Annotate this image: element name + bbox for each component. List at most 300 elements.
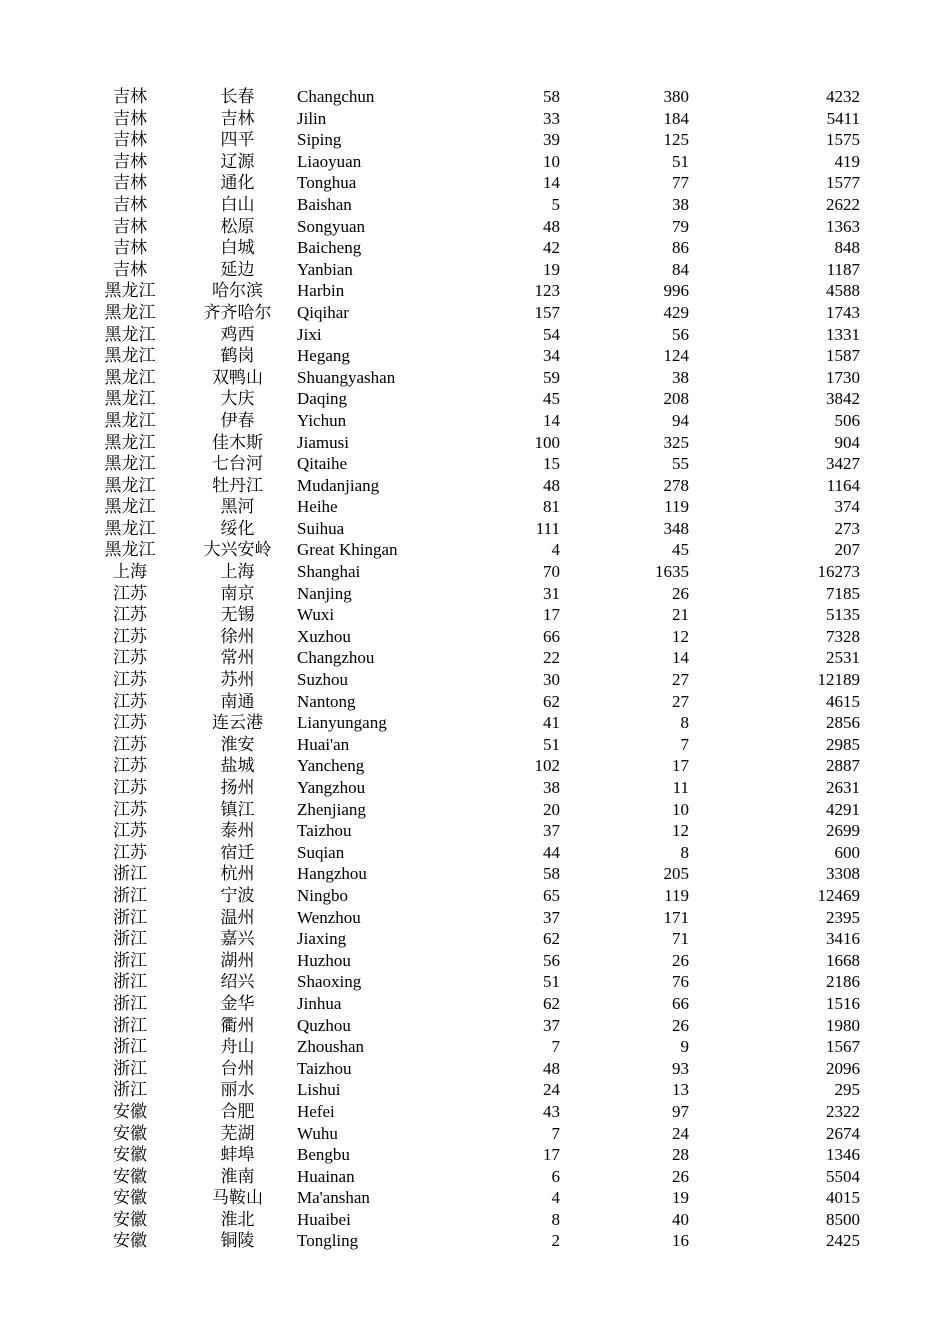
city-cell: 哈尔滨 — [212, 281, 263, 301]
city-cell: 蚌埠 — [220, 1145, 255, 1165]
city-cell: 淮南 — [220, 1166, 255, 1186]
table-row — [0, 194, 950, 216]
value-2-cell: 119 — [664, 497, 689, 517]
value-3-cell: 2096 — [826, 1058, 860, 1078]
value-2-cell: 14 — [672, 648, 689, 668]
province-cell: 安徽 — [113, 1145, 147, 1165]
city-english-cell: Liaoyuan — [297, 151, 362, 171]
city-english-cell: Changchun — [297, 87, 375, 106]
value-1-cell: 48 — [543, 1058, 560, 1078]
table-row — [0, 604, 950, 626]
value-2-cell: 93 — [672, 1058, 689, 1078]
table-row — [0, 518, 950, 540]
city-english-cell: Nantong — [297, 691, 356, 711]
province-cell: 江苏 — [113, 734, 147, 754]
value-2-cell: 66 — [672, 993, 689, 1013]
province-cell: 浙江 — [113, 972, 147, 992]
province-cell: 黑龙江 — [104, 475, 156, 495]
value-2-cell: 24 — [672, 1123, 689, 1143]
value-1-cell: 39 — [543, 130, 560, 150]
city-english-cell: Jiaxing — [297, 929, 347, 949]
value-2-cell: 19 — [672, 1188, 689, 1208]
value-1-cell: 14 — [543, 410, 560, 430]
table-row — [0, 345, 950, 367]
province-cell: 浙江 — [113, 864, 147, 884]
value-3-cell: 12469 — [817, 885, 860, 905]
city-cell: 扬州 — [220, 778, 255, 797]
table-row — [0, 561, 950, 583]
value-2-cell: 429 — [663, 302, 689, 322]
table-row — [0, 1123, 950, 1145]
province-cell: 吉林 — [113, 238, 147, 258]
province-cell: 吉林 — [113, 151, 147, 171]
table-row — [0, 647, 950, 669]
city-cell: 四平 — [220, 130, 255, 150]
value-2-cell: 28 — [672, 1145, 689, 1165]
value-3-cell: 1668 — [826, 950, 860, 970]
value-1-cell: 4 — [551, 540, 560, 560]
province-cell: 安徽 — [113, 1231, 147, 1251]
table-row — [0, 799, 950, 821]
value-2-cell: 8 — [680, 713, 689, 733]
city-cell: 合肥 — [220, 1101, 255, 1121]
city-english-cell: Suzhou — [297, 670, 348, 690]
value-2-cell: 55 — [672, 454, 689, 474]
city-english-cell: Nanjing — [297, 583, 352, 603]
city-cell: 苏州 — [220, 670, 255, 690]
value-1-cell: 38 — [543, 778, 560, 797]
table-row — [0, 777, 950, 799]
value-2-cell: 125 — [663, 130, 689, 150]
city-cell: 宁波 — [220, 885, 255, 905]
value-2-cell: 86 — [672, 238, 689, 258]
table-row — [0, 453, 950, 475]
city-english-cell: Lianyungang — [297, 713, 387, 733]
value-3-cell: 2631 — [826, 778, 860, 797]
province-cell: 浙江 — [113, 1037, 147, 1057]
city-cell: 长春 — [220, 87, 255, 106]
value-2-cell: 94 — [672, 410, 689, 430]
city-cell: 伊春 — [220, 410, 255, 430]
city-cell: 绍兴 — [220, 972, 255, 992]
province-cell: 安徽 — [113, 1209, 147, 1229]
city-english-cell: Huzhou — [297, 950, 351, 970]
value-1-cell: 58 — [543, 864, 560, 884]
value-2-cell: 76 — [672, 972, 689, 992]
value-3-cell: 5135 — [826, 605, 860, 625]
city-cell: 辽源 — [220, 151, 255, 171]
value-2-cell: 348 — [663, 518, 689, 538]
value-1-cell: 51 — [543, 972, 560, 992]
table-row — [0, 539, 950, 561]
city-english-cell: Qitaihe — [297, 454, 348, 474]
value-3-cell: 1346 — [826, 1145, 860, 1165]
city-english-cell: Huainan — [297, 1166, 355, 1186]
table-row — [0, 907, 950, 929]
value-1-cell: 58 — [543, 87, 560, 106]
value-1-cell: 66 — [543, 626, 560, 646]
province-cell: 吉林 — [113, 130, 147, 150]
value-3-cell: 2622 — [826, 194, 860, 214]
table-row — [0, 950, 950, 972]
value-3-cell: 2699 — [826, 821, 860, 841]
table-row — [0, 993, 950, 1015]
city-cell: 齐齐哈尔 — [203, 302, 272, 322]
value-3-cell: 7328 — [826, 626, 860, 646]
city-english-cell: Huai'an — [297, 734, 350, 754]
value-1-cell: 24 — [543, 1080, 560, 1100]
table-row — [0, 669, 950, 691]
value-3-cell: 1575 — [826, 130, 860, 150]
table-row — [0, 1058, 950, 1080]
city-english-cell: Hegang — [297, 346, 350, 366]
value-1-cell: 48 — [543, 475, 560, 495]
value-2-cell: 7 — [680, 734, 689, 754]
city-english-cell: Huaibei — [297, 1209, 351, 1229]
city-english-cell: Taizhou — [297, 1058, 352, 1078]
value-3-cell: 848 — [834, 238, 860, 258]
table-row — [0, 432, 950, 454]
value-1-cell: 19 — [543, 259, 560, 279]
city-english-cell: Jiamusi — [297, 432, 349, 452]
value-1-cell: 45 — [543, 389, 560, 409]
table-row — [0, 1036, 950, 1058]
value-1-cell: 48 — [543, 216, 560, 236]
value-3-cell: 3308 — [826, 864, 860, 884]
table-row — [0, 1209, 950, 1231]
value-2-cell: 26 — [672, 583, 689, 603]
city-cell: 大兴安岭 — [203, 540, 272, 560]
value-2-cell: 12 — [672, 626, 689, 646]
table-row — [0, 842, 950, 864]
city-english-cell: Lishui — [297, 1080, 341, 1100]
province-cell: 江苏 — [113, 605, 147, 625]
city-cell: 无锡 — [220, 605, 255, 625]
table-row — [0, 971, 950, 993]
province-cell: 吉林 — [113, 108, 147, 128]
value-1-cell: 7 — [551, 1123, 560, 1143]
city-english-cell: Shuangyashan — [297, 367, 396, 387]
value-3-cell: 1516 — [826, 993, 860, 1013]
value-2-cell: 27 — [672, 670, 689, 690]
province-cell: 江苏 — [113, 670, 147, 690]
value-2-cell: 278 — [663, 475, 689, 495]
city-english-cell: Bengbu — [297, 1145, 350, 1165]
value-2-cell: 205 — [663, 864, 689, 884]
city-cell: 延边 — [220, 259, 255, 279]
table-row — [0, 1015, 950, 1037]
value-2-cell: 380 — [663, 87, 689, 106]
value-1-cell: 59 — [543, 367, 560, 387]
city-english-cell: Yichun — [297, 410, 347, 430]
city-cell: 大庆 — [220, 389, 255, 409]
province-cell: 安徽 — [113, 1123, 147, 1143]
value-1-cell: 10 — [543, 151, 560, 171]
value-3-cell: 904 — [834, 432, 860, 452]
province-cell: 江苏 — [113, 821, 147, 841]
city-english-cell: Mudanjiang — [297, 475, 380, 495]
table-row — [0, 1187, 950, 1209]
city-cell: 淮北 — [220, 1209, 255, 1229]
value-3-cell: 2531 — [826, 648, 860, 668]
city-english-cell: Zhoushan — [297, 1037, 365, 1057]
province-cell: 江苏 — [113, 626, 147, 646]
city-cell: 宿迁 — [220, 842, 255, 862]
province-cell: 浙江 — [113, 1080, 147, 1100]
data-table — [0, 86, 950, 1252]
value-3-cell: 1730 — [826, 367, 860, 387]
value-2-cell: 9 — [680, 1037, 689, 1057]
city-english-cell: Baicheng — [297, 238, 362, 258]
table-row — [0, 172, 950, 194]
value-1-cell: 41 — [543, 713, 560, 733]
value-2-cell: 27 — [672, 691, 689, 711]
province-cell: 江苏 — [113, 842, 147, 862]
city-cell: 衢州 — [220, 1015, 255, 1035]
table-row — [0, 928, 950, 950]
table-row — [0, 1101, 950, 1123]
value-1-cell: 7 — [551, 1037, 560, 1057]
city-cell: 湖州 — [220, 950, 255, 970]
value-1-cell: 62 — [543, 691, 560, 711]
value-3-cell: 1587 — [826, 346, 860, 366]
value-2-cell: 26 — [672, 1166, 689, 1186]
table-row — [0, 324, 950, 346]
value-2-cell: 184 — [663, 108, 689, 128]
table-row — [0, 367, 950, 389]
value-2-cell: 11 — [672, 778, 689, 797]
value-2-cell: 38 — [672, 367, 689, 387]
value-1-cell: 33 — [543, 108, 560, 128]
city-english-cell: Tongling — [297, 1231, 359, 1251]
city-cell: 泰州 — [220, 821, 255, 841]
city-english-cell: Jinhua — [297, 993, 342, 1013]
table-row — [0, 755, 950, 777]
value-1-cell: 111 — [535, 518, 560, 538]
city-cell: 双鸭山 — [212, 367, 263, 387]
table-row — [0, 216, 950, 238]
province-cell: 上海 — [113, 562, 147, 582]
city-english-cell: Jilin — [297, 108, 327, 128]
province-cell: 黑龙江 — [104, 281, 156, 301]
value-2-cell: 77 — [672, 173, 689, 193]
city-english-cell: Siping — [297, 130, 342, 150]
value-1-cell: 2 — [551, 1231, 560, 1251]
province-cell: 黑龙江 — [104, 302, 156, 322]
city-english-cell: Yanbian — [297, 259, 353, 279]
city-cell: 嘉兴 — [220, 929, 255, 949]
value-3-cell: 2985 — [826, 734, 860, 754]
province-cell: 黑龙江 — [104, 518, 156, 538]
value-3-cell: 1980 — [826, 1015, 860, 1035]
city-cell: 盐城 — [220, 756, 255, 776]
value-2-cell: 119 — [664, 885, 689, 905]
value-2-cell: 40 — [672, 1209, 689, 1229]
value-2-cell: 84 — [672, 259, 689, 279]
value-3-cell: 4588 — [826, 281, 860, 301]
city-cell: 连云港 — [212, 713, 263, 733]
value-2-cell: 26 — [672, 950, 689, 970]
table-row — [0, 129, 950, 151]
city-english-cell: Great Khingan — [297, 540, 398, 560]
city-english-cell: Shanghai — [297, 562, 361, 582]
value-1-cell: 62 — [543, 993, 560, 1013]
city-cell: 舟山 — [220, 1037, 255, 1057]
province-cell: 吉林 — [113, 259, 147, 279]
table-row — [0, 237, 950, 259]
province-cell: 黑龙江 — [104, 497, 156, 517]
province-cell: 黑龙江 — [104, 454, 156, 474]
value-3-cell: 3427 — [826, 454, 860, 474]
province-cell: 江苏 — [113, 583, 147, 603]
city-english-cell: Tonghua — [297, 173, 357, 193]
city-english-cell: Wenzhou — [297, 907, 361, 927]
province-cell: 江苏 — [113, 799, 147, 819]
province-cell: 黑龙江 — [104, 367, 156, 387]
city-cell: 牡丹江 — [212, 475, 263, 495]
table-row — [0, 734, 950, 756]
value-2-cell: 45 — [672, 540, 689, 560]
city-english-cell: Baishan — [297, 194, 352, 214]
city-cell: 杭州 — [220, 864, 255, 884]
table-row — [0, 151, 950, 173]
value-1-cell: 14 — [543, 173, 560, 193]
value-1-cell: 37 — [543, 1015, 560, 1035]
value-1-cell: 102 — [534, 756, 560, 776]
value-2-cell: 16 — [672, 1231, 689, 1251]
value-1-cell: 30 — [543, 670, 560, 690]
city-cell: 松原 — [220, 216, 255, 236]
table-row — [0, 1144, 950, 1166]
value-3-cell: 8500 — [826, 1209, 860, 1229]
value-2-cell: 124 — [663, 346, 689, 366]
value-1-cell: 37 — [543, 907, 560, 927]
value-2-cell: 10 — [672, 799, 689, 819]
value-1-cell: 43 — [543, 1101, 560, 1121]
table-row — [0, 1230, 950, 1252]
table-row — [0, 388, 950, 410]
province-cell: 安徽 — [113, 1101, 147, 1121]
province-cell: 浙江 — [113, 929, 147, 949]
city-english-cell: Taizhou — [297, 821, 352, 841]
value-3-cell: 7185 — [826, 583, 860, 603]
table-row — [0, 302, 950, 324]
value-2-cell: 38 — [672, 194, 689, 214]
city-english-cell: Zhenjiang — [297, 799, 366, 819]
value-3-cell: 2674 — [826, 1123, 860, 1143]
city-english-cell: Quzhou — [297, 1015, 351, 1035]
value-1-cell: 54 — [543, 324, 560, 344]
city-cell: 鸡西 — [220, 324, 255, 344]
value-3-cell: 207 — [834, 540, 860, 560]
city-english-cell: Changzhou — [297, 648, 375, 668]
value-1-cell: 81 — [543, 497, 560, 517]
province-cell: 吉林 — [113, 87, 147, 106]
value-3-cell: 1363 — [826, 216, 860, 236]
value-1-cell: 44 — [543, 842, 560, 862]
value-1-cell: 22 — [543, 648, 560, 668]
value-1-cell: 37 — [543, 821, 560, 841]
province-cell: 黑龙江 — [104, 324, 156, 344]
table-row — [0, 820, 950, 842]
value-2-cell: 13 — [672, 1080, 689, 1100]
city-english-cell: Qiqihar — [297, 302, 349, 322]
value-3-cell: 1331 — [826, 324, 860, 344]
value-1-cell: 17 — [543, 1145, 560, 1165]
value-3-cell: 506 — [834, 410, 860, 430]
value-3-cell: 2395 — [826, 907, 860, 927]
city-english-cell: Heihe — [297, 497, 338, 517]
value-3-cell: 1164 — [826, 475, 860, 495]
table-row — [0, 259, 950, 281]
city-english-cell: Suqian — [297, 842, 345, 862]
value-2-cell: 71 — [672, 929, 689, 949]
city-cell: 淮安 — [220, 734, 255, 754]
city-cell: 徐州 — [220, 626, 255, 646]
province-cell: 江苏 — [113, 778, 147, 797]
value-1-cell: 34 — [543, 346, 560, 366]
value-3-cell: 600 — [834, 842, 860, 862]
value-3-cell: 273 — [834, 518, 860, 538]
table-row — [0, 86, 950, 108]
value-1-cell: 4 — [551, 1188, 560, 1208]
value-1-cell: 8 — [551, 1209, 560, 1229]
city-english-cell: Hangzhou — [297, 864, 367, 884]
table-row — [0, 496, 950, 518]
city-english-cell: Ma'anshan — [297, 1188, 370, 1208]
province-cell: 黑龙江 — [104, 432, 156, 452]
province-cell: 吉林 — [113, 194, 147, 214]
value-3-cell: 4291 — [826, 799, 860, 819]
province-cell: 江苏 — [113, 713, 147, 733]
value-1-cell: 5 — [551, 194, 560, 214]
city-cell: 台州 — [220, 1058, 255, 1078]
city-cell: 通化 — [220, 173, 255, 193]
value-3-cell: 12189 — [817, 670, 860, 690]
value-1-cell: 51 — [543, 734, 560, 754]
city-cell: 铜陵 — [220, 1231, 255, 1251]
value-1-cell: 56 — [543, 950, 560, 970]
city-cell: 镇江 — [220, 799, 255, 819]
value-3-cell: 3842 — [826, 389, 860, 409]
value-2-cell: 51 — [672, 151, 689, 171]
value-2-cell: 996 — [663, 281, 689, 301]
city-cell: 吉林 — [220, 108, 255, 128]
value-2-cell: 56 — [672, 324, 689, 344]
table-row — [0, 583, 950, 605]
value-1-cell: 20 — [543, 799, 560, 819]
value-3-cell: 16273 — [817, 562, 860, 582]
value-3-cell: 1743 — [826, 302, 860, 322]
value-3-cell: 4232 — [826, 87, 860, 106]
value-3-cell: 5504 — [826, 1166, 860, 1186]
value-1-cell: 6 — [551, 1166, 560, 1186]
province-cell: 浙江 — [113, 1015, 147, 1035]
value-2-cell: 8 — [680, 842, 689, 862]
city-cell: 鹤岗 — [220, 346, 255, 366]
value-3-cell: 4015 — [826, 1188, 860, 1208]
value-2-cell: 1635 — [655, 562, 689, 582]
city-english-cell: Daqing — [297, 389, 348, 409]
city-cell: 黑河 — [220, 497, 255, 517]
province-cell: 吉林 — [113, 173, 147, 193]
table-row — [0, 1166, 950, 1188]
value-1-cell: 62 — [543, 929, 560, 949]
city-cell: 上海 — [220, 562, 255, 582]
province-cell: 黑龙江 — [104, 389, 156, 409]
province-cell: 安徽 — [113, 1166, 147, 1186]
value-2-cell: 12 — [672, 821, 689, 841]
